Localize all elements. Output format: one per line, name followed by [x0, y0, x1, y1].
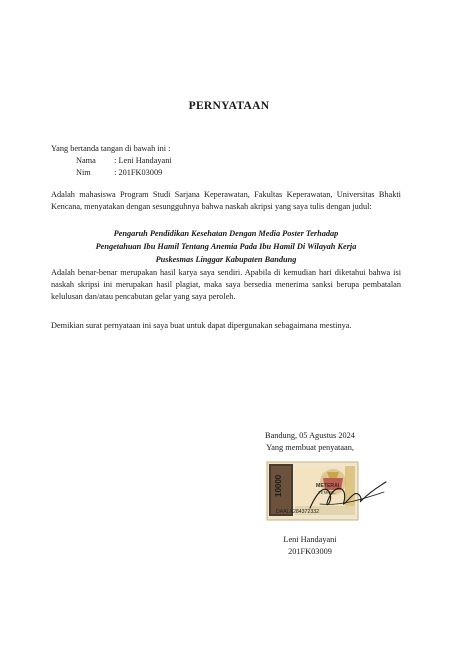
nim-value: : 201FK03009: [114, 168, 163, 177]
name-row: [76, 155, 172, 167]
signer-nim: 201FK03009: [288, 547, 332, 556]
stamp-word: METERAI: [316, 483, 340, 489]
nim-label: Nim: [76, 168, 91, 177]
place-date: Bandung, 05 Agustus 2024: [265, 431, 355, 440]
maker-label: Yang membuat penyataan,: [266, 443, 354, 452]
thesis-title-line: Pengetahuan Ibu Hamil Tentang Anemia Pada Ibu Hamil Di Wilayah Kerja: [95, 241, 357, 251]
thesis-title-line: Pengaruh Pendidikan Kesehatan Dengan Media Poster Terhadap: [113, 229, 339, 238]
signature-header: [240, 430, 380, 454]
signer-block: [240, 534, 380, 558]
stamp-word-2: TEMPEL: [318, 490, 336, 495]
statement-paragraph-3: Demikian surat pernyataan ini saya buat untuk dapat dipergunakan sebagaimana mestinya.: [51, 321, 352, 330]
intro-text: Yang bertanda tangan di bawah ini :: [51, 144, 171, 153]
nim-row: [76, 167, 162, 179]
document-title: PERNYATAAN: [188, 100, 270, 112]
handwritten-signature: [300, 470, 390, 520]
statement-paragraph-2: Adalah benar-benar merupakan hasil karya saya sendiri. Apabila di kemudian hari diketahui bahwa isi naskah skripsi ini merupakan hasil plagiat, maka saya bersedia menerima sanksi berupa pembatalan kelulusan dan/atau pencabutan gelar yang saya peroleh.: [51, 268, 401, 302]
thesis-title: [51, 228, 401, 266]
statement-paragraph-1: Adalah mahasiswa Program Studi Sarjana Keperawatan, Fakultas Keperawatan, Universitas Bhakti Kencana, menyatakan dengan sesungguhnya bahwa naskah akripsi yang saya tulis dengan judul:: [51, 190, 401, 212]
name-label: Nama: [76, 156, 96, 165]
stamp-value: 10000: [274, 474, 283, 497]
signer-name: Leni Handayani: [283, 535, 337, 544]
thesis-title-line: Puskesmas Linggar Kabupaten Bandung: [155, 254, 297, 264]
stamp-serial: DAALX284372332: [276, 509, 319, 515]
name-value: : Leni Handayani: [114, 156, 172, 165]
